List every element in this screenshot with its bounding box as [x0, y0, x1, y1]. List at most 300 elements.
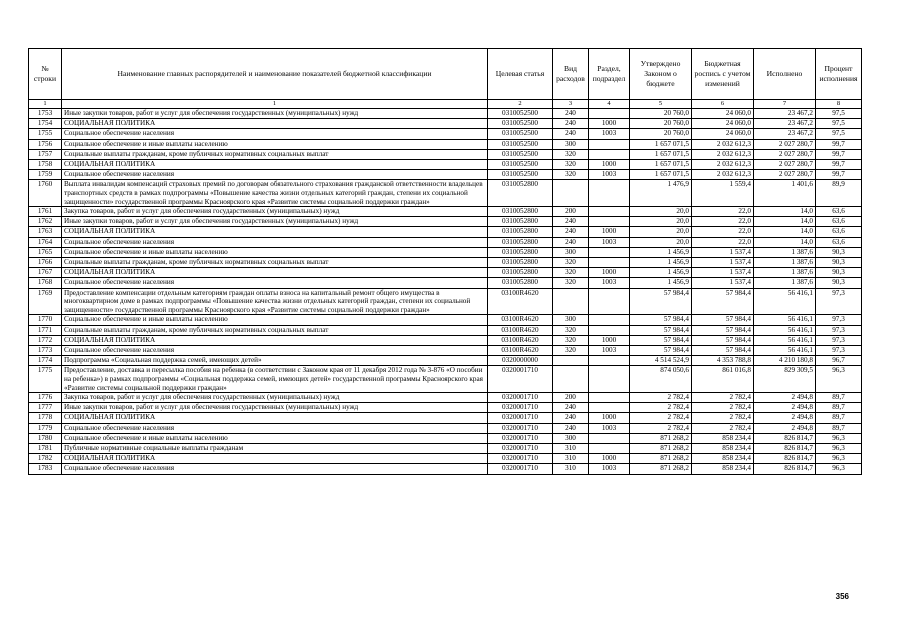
row-executed: 2 494,8 — [754, 403, 816, 413]
header-percent: Процент исполнения — [816, 49, 862, 100]
row-expense-kind: 300 — [553, 315, 589, 325]
row-percent: 96,7 — [816, 356, 862, 366]
row-executed: 1 401,6 — [754, 180, 816, 207]
row-executed: 56 416,1 — [754, 345, 816, 355]
row-section — [589, 207, 630, 217]
row-budget-schedule: 2 032 612,3 — [692, 149, 754, 159]
row-section: 1003 — [589, 170, 630, 180]
row-approved: 1 456,9 — [630, 258, 692, 268]
row-name: Подпрограмма «Социальная поддержка семей, имеющих детей» — [62, 356, 488, 366]
row-executed: 14,0 — [754, 207, 816, 217]
row-percent: 99,7 — [816, 170, 862, 180]
row-expense-kind: 320 — [553, 170, 589, 180]
row-name: Предоставление, доставка и пересылка пособия на ребенка (в соответствии с Законом края от 11 декабря 2012 года № 3-876 «О пособии на ребенка») в рамках подпрограммы «Социальная поддержка семей, имеющих детей» государственной программы Красноярского края «Развитие системы социальной поддержки граждан» — [62, 366, 488, 393]
row-approved: 20 760,0 — [630, 129, 692, 139]
row-approved: 871 268,2 — [630, 454, 692, 464]
column-number: 6 — [692, 100, 754, 109]
row-section: 1000 — [589, 159, 630, 169]
row-name: Иные закупки товаров, работ и услуг для обеспечения государственных (муниципальных) нужд — [62, 217, 488, 227]
row-percent: 99,7 — [816, 159, 862, 169]
row-expense-kind: 310 — [553, 454, 589, 464]
row-percent: 97,3 — [816, 335, 862, 345]
row-executed: 23 467,2 — [754, 119, 816, 129]
row-approved: 20 760,0 — [630, 109, 692, 119]
row-expense-kind: 240 — [553, 403, 589, 413]
row-section: 1003 — [589, 237, 630, 247]
row-approved: 1 657 071,5 — [630, 149, 692, 159]
row-section — [589, 393, 630, 403]
row-budget-schedule: 2 782,4 — [692, 393, 754, 403]
row-executed: 826 814,7 — [754, 464, 816, 474]
row-budget-schedule: 2 032 612,3 — [692, 139, 754, 149]
table-row — [29, 335, 862, 345]
row-section — [589, 325, 630, 335]
row-section — [589, 247, 630, 257]
row-percent: 97,3 — [816, 315, 862, 325]
header-target-article: Целевая статья — [488, 49, 553, 100]
row-name: Иные закупки товаров, работ и услуг для обеспечения государственных (муниципальных) нужд — [62, 403, 488, 413]
row-approved: 1 456,9 — [630, 268, 692, 278]
row-name: Социальное обеспечение населения — [62, 170, 488, 180]
row-budget-schedule: 24 060,0 — [692, 129, 754, 139]
table-row — [29, 288, 862, 315]
column-number: 3 — [553, 100, 589, 109]
table-row — [29, 180, 862, 207]
row-percent: 96,3 — [816, 464, 862, 474]
row-section — [589, 149, 630, 159]
row-name: Социальное обеспечение населения — [62, 423, 488, 433]
row-section: 1003 — [589, 345, 630, 355]
row-expense-kind: 240 — [553, 423, 589, 433]
row-target-article: 0320001710 — [488, 413, 553, 423]
row-approved: 20,0 — [630, 207, 692, 217]
row-target-article: 0320001710 — [488, 444, 553, 454]
row-budget-schedule: 1 537,4 — [692, 258, 754, 268]
row-executed: 826 814,7 — [754, 454, 816, 464]
row-expense-kind: 300 — [553, 247, 589, 257]
row-number: 1782 — [29, 454, 62, 464]
column-number: 7 — [754, 100, 816, 109]
row-percent: 99,7 — [816, 149, 862, 159]
row-name: Иные закупки товаров, работ и услуг для обеспечения государственных (муниципальных) нужд — [62, 109, 488, 119]
header-name: Наименование главных распорядителей и наименование показателей бюджетной классификации — [62, 49, 488, 100]
table-row — [29, 325, 862, 335]
row-name: Социальные выплаты гражданам, кроме публичных нормативных социальных выплат — [62, 258, 488, 268]
row-executed: 14,0 — [754, 227, 816, 237]
row-target-article: 0320001710 — [488, 464, 553, 474]
row-budget-schedule: 858 234,4 — [692, 433, 754, 443]
row-percent: 63,6 — [816, 207, 862, 217]
row-percent: 63,6 — [816, 217, 862, 227]
row-budget-schedule: 57 984,4 — [692, 335, 754, 345]
page-number: 356 — [835, 592, 849, 601]
row-expense-kind — [553, 288, 589, 315]
row-target-article: 0310052500 — [488, 129, 553, 139]
row-executed: 2 027 280,7 — [754, 159, 816, 169]
row-approved: 20,0 — [630, 227, 692, 237]
row-number: 1763 — [29, 227, 62, 237]
header-section: Раздел, подраздел — [589, 49, 630, 100]
row-number: 1774 — [29, 356, 62, 366]
row-budget-schedule: 22,0 — [692, 207, 754, 217]
row-number: 1769 — [29, 288, 62, 315]
row-target-article: 0310052500 — [488, 159, 553, 169]
row-expense-kind — [553, 366, 589, 393]
row-executed: 2 027 280,7 — [754, 149, 816, 159]
row-executed: 2 494,8 — [754, 413, 816, 423]
row-target-article: 0310052800 — [488, 268, 553, 278]
row-budget-schedule: 858 234,4 — [692, 444, 754, 454]
row-budget-schedule: 24 060,0 — [692, 119, 754, 129]
row-name: Социальное обеспечение и иные выплаты населению — [62, 433, 488, 443]
row-number: 1777 — [29, 403, 62, 413]
row-target-article: 0320001710 — [488, 423, 553, 433]
row-target-article: 0310052800 — [488, 278, 553, 288]
row-number: 1753 — [29, 109, 62, 119]
row-target-article: 0310052800 — [488, 207, 553, 217]
row-name: Предоставление компенсации отдельным категориям граждан оплаты взноса на капитальный ремонт общего имущества в многоквартирном доме в рамках подпрограммы «Повышение качества жизни отдельных категорий граждан, степени их социальной защищенности» государственной программы Красноярского края «Развитие системы социальной поддержки граждан» — [62, 288, 488, 315]
row-approved: 57 984,4 — [630, 345, 692, 355]
row-approved: 874 050,6 — [630, 366, 692, 393]
row-expense-kind: 200 — [553, 207, 589, 217]
table-row — [29, 345, 862, 355]
row-number: 1770 — [29, 315, 62, 325]
row-percent: 89,7 — [816, 423, 862, 433]
row-target-article: 0310052800 — [488, 247, 553, 257]
row-name: СОЦИАЛЬНАЯ ПОЛИТИКА — [62, 227, 488, 237]
row-approved: 2 782,4 — [630, 413, 692, 423]
row-percent: 89,7 — [816, 403, 862, 413]
row-executed: 56 416,1 — [754, 325, 816, 335]
row-section — [589, 433, 630, 443]
row-executed: 14,0 — [754, 217, 816, 227]
row-executed: 56 416,1 — [754, 335, 816, 345]
row-expense-kind: 320 — [553, 278, 589, 288]
row-number: 1778 — [29, 413, 62, 423]
column-number: 2 — [488, 100, 553, 109]
table-row — [29, 444, 862, 454]
row-percent: 90,3 — [816, 278, 862, 288]
row-percent: 97,3 — [816, 345, 862, 355]
row-name: Социальные выплаты гражданам, кроме публичных нормативных социальных выплат — [62, 325, 488, 335]
table-row — [29, 413, 862, 423]
row-section: 1000 — [589, 335, 630, 345]
row-section — [589, 444, 630, 454]
row-percent: 63,6 — [816, 237, 862, 247]
row-percent: 89,9 — [816, 180, 862, 207]
table-row — [29, 356, 862, 366]
row-expense-kind: 240 — [553, 109, 589, 119]
row-budget-schedule: 57 984,4 — [692, 325, 754, 335]
table-row — [29, 315, 862, 325]
row-budget-schedule: 2 032 612,3 — [692, 159, 754, 169]
row-number: 1766 — [29, 258, 62, 268]
row-percent: 97,5 — [816, 129, 862, 139]
row-approved: 1 657 071,5 — [630, 159, 692, 169]
row-approved: 2 782,4 — [630, 403, 692, 413]
row-name: Выплата инвалидам компенсаций страховых премий по договорам обязательного страхования гражданской ответственности владельцев транспортных средств в рамках подпрограммы «Повышение качества жизни отдельных категорий граждан, степени их социальной защищенности» государственной программы Красноярского края «Развитие системы социальной поддержки граждан» — [62, 180, 488, 207]
row-percent: 90,3 — [816, 258, 862, 268]
row-name: Социальное обеспечение населения — [62, 345, 488, 355]
row-percent: 97,3 — [816, 288, 862, 315]
row-budget-schedule: 858 234,4 — [692, 464, 754, 474]
row-executed: 2 494,8 — [754, 393, 816, 403]
row-budget-schedule: 4 353 788,8 — [692, 356, 754, 366]
row-number: 1780 — [29, 433, 62, 443]
row-budget-schedule: 1 537,4 — [692, 278, 754, 288]
row-percent: 90,3 — [816, 247, 862, 257]
row-name: СОЦИАЛЬНАЯ ПОЛИТИКА — [62, 413, 488, 423]
row-approved: 57 984,4 — [630, 315, 692, 325]
budget-report-sheet — [28, 48, 861, 475]
row-percent: 97,5 — [816, 109, 862, 119]
table-row — [29, 366, 862, 393]
row-name: Социальное обеспечение населения — [62, 129, 488, 139]
column-number: 4 — [589, 100, 630, 109]
row-target-article: 0320001710 — [488, 393, 553, 403]
row-section: 1003 — [589, 278, 630, 288]
row-section — [589, 288, 630, 315]
row-section — [589, 366, 630, 393]
row-executed: 1 387,6 — [754, 268, 816, 278]
row-target-article: 0320000000 — [488, 356, 553, 366]
row-percent: 90,3 — [816, 268, 862, 278]
table-row — [29, 247, 862, 257]
row-percent: 96,3 — [816, 366, 862, 393]
column-number: 8 — [816, 100, 862, 109]
row-number: 1771 — [29, 325, 62, 335]
row-executed: 4 210 180,8 — [754, 356, 816, 366]
header-budget-schedule: Бюджетная роспись с учетом изменений — [692, 49, 754, 100]
row-executed: 2 027 280,7 — [754, 139, 816, 149]
row-section: 1000 — [589, 268, 630, 278]
table-row — [29, 139, 862, 149]
row-number: 1759 — [29, 170, 62, 180]
row-name: Закупка товаров, работ и услуг для обеспечения государственных (муниципальных) нужд — [62, 393, 488, 403]
row-budget-schedule: 24 060,0 — [692, 109, 754, 119]
row-expense-kind: 320 — [553, 345, 589, 355]
row-number: 1765 — [29, 247, 62, 257]
row-budget-schedule: 57 984,4 — [692, 315, 754, 325]
row-expense-kind: 320 — [553, 258, 589, 268]
row-executed: 1 387,6 — [754, 258, 816, 268]
row-percent: 97,5 — [816, 119, 862, 129]
row-number: 1767 — [29, 268, 62, 278]
row-target-article: 0310052500 — [488, 139, 553, 149]
row-approved: 2 782,4 — [630, 423, 692, 433]
row-budget-schedule: 1 559,4 — [692, 180, 754, 207]
table-row — [29, 464, 862, 474]
row-section: 1000 — [589, 227, 630, 237]
row-approved: 57 984,4 — [630, 288, 692, 315]
row-executed: 1 387,6 — [754, 278, 816, 288]
row-name: СОЦИАЛЬНАЯ ПОЛИТИКА — [62, 335, 488, 345]
table-row — [29, 159, 862, 169]
row-number: 1779 — [29, 423, 62, 433]
row-approved: 871 268,2 — [630, 464, 692, 474]
row-executed: 23 467,2 — [754, 109, 816, 119]
row-expense-kind: 310 — [553, 444, 589, 454]
row-approved: 871 268,2 — [630, 433, 692, 443]
row-number: 1776 — [29, 393, 62, 403]
row-budget-schedule: 1 537,4 — [692, 247, 754, 257]
row-number: 1761 — [29, 207, 62, 217]
row-number: 1755 — [29, 129, 62, 139]
row-expense-kind: 320 — [553, 335, 589, 345]
table-row — [29, 109, 862, 119]
row-target-article: 03100R4620 — [488, 325, 553, 335]
row-approved: 57 984,4 — [630, 325, 692, 335]
row-approved: 1 476,9 — [630, 180, 692, 207]
row-budget-schedule: 57 984,4 — [692, 288, 754, 315]
row-expense-kind — [553, 356, 589, 366]
table-row — [29, 393, 862, 403]
row-section — [589, 403, 630, 413]
row-expense-kind: 240 — [553, 227, 589, 237]
row-target-article: 03100R4620 — [488, 315, 553, 325]
row-number: 1760 — [29, 180, 62, 207]
row-number: 1775 — [29, 366, 62, 393]
row-target-article: 03100R4620 — [488, 335, 553, 345]
row-executed: 56 416,1 — [754, 315, 816, 325]
row-expense-kind: 200 — [553, 393, 589, 403]
row-budget-schedule: 1 537,4 — [692, 268, 754, 278]
row-executed: 1 387,6 — [754, 247, 816, 257]
row-executed: 56 416,1 — [754, 288, 816, 315]
row-name: Социальное обеспечение населения — [62, 464, 488, 474]
row-number: 1756 — [29, 139, 62, 149]
row-expense-kind: 320 — [553, 325, 589, 335]
row-budget-schedule: 858 234,4 — [692, 454, 754, 464]
row-name: Закупка товаров, работ и услуг для обеспечения государственных (муниципальных) нужд — [62, 207, 488, 217]
row-name: СОЦИАЛЬНАЯ ПОЛИТИКА — [62, 454, 488, 464]
row-percent: 63,6 — [816, 227, 862, 237]
table-row — [29, 258, 862, 268]
row-percent: 96,3 — [816, 433, 862, 443]
row-name: Публичные нормативные социальные выплаты гражданам — [62, 444, 488, 454]
row-approved: 20 760,0 — [630, 119, 692, 129]
row-section — [589, 139, 630, 149]
row-target-article: 03100R4620 — [488, 345, 553, 355]
table-row — [29, 129, 862, 139]
row-target-article: 03100R4620 — [488, 288, 553, 315]
row-section — [589, 356, 630, 366]
row-expense-kind: 300 — [553, 433, 589, 443]
row-number: 1768 — [29, 278, 62, 288]
row-section: 1003 — [589, 464, 630, 474]
row-percent: 96,3 — [816, 444, 862, 454]
row-expense-kind: 240 — [553, 119, 589, 129]
row-section — [589, 109, 630, 119]
row-section — [589, 180, 630, 207]
row-expense-kind: 320 — [553, 159, 589, 169]
table-row — [29, 207, 862, 217]
row-target-article: 0310052800 — [488, 237, 553, 247]
column-number: 5 — [630, 100, 692, 109]
row-section — [589, 217, 630, 227]
row-name: Социальное обеспечение населения — [62, 237, 488, 247]
row-number: 1758 — [29, 159, 62, 169]
row-approved: 4 514 524,9 — [630, 356, 692, 366]
row-name: Социальное обеспечение населения — [62, 278, 488, 288]
row-budget-schedule: 2 782,4 — [692, 403, 754, 413]
row-target-article: 0320001710 — [488, 403, 553, 413]
row-approved: 1 657 071,5 — [630, 139, 692, 149]
row-name: СОЦИАЛЬНАЯ ПОЛИТИКА — [62, 159, 488, 169]
row-budget-schedule: 22,0 — [692, 237, 754, 247]
row-name: СОЦИАЛЬНАЯ ПОЛИТИКА — [62, 268, 488, 278]
column-number: 1 — [29, 100, 62, 109]
row-target-article: 0320001710 — [488, 366, 553, 393]
row-target-article: 0310052500 — [488, 149, 553, 159]
row-name: СОЦИАЛЬНАЯ ПОЛИТИКА — [62, 119, 488, 129]
row-section: 1000 — [589, 119, 630, 129]
row-budget-schedule: 861 016,8 — [692, 366, 754, 393]
row-target-article: 0310052800 — [488, 180, 553, 207]
row-target-article: 0320001710 — [488, 454, 553, 464]
row-executed: 829 309,5 — [754, 366, 816, 393]
row-number: 1754 — [29, 119, 62, 129]
row-expense-kind: 240 — [553, 217, 589, 227]
row-approved: 57 984,4 — [630, 335, 692, 345]
budget-execution-table — [28, 48, 862, 475]
row-target-article: 0310052500 — [488, 170, 553, 180]
table-row — [29, 170, 862, 180]
row-approved: 20,0 — [630, 237, 692, 247]
header-expense-kind: Вид расходов — [553, 49, 589, 100]
row-approved: 871 268,2 — [630, 444, 692, 454]
table-row — [29, 454, 862, 464]
row-budget-schedule: 22,0 — [692, 217, 754, 227]
row-executed: 23 467,2 — [754, 129, 816, 139]
row-approved: 1 456,9 — [630, 278, 692, 288]
row-target-article: 0310052500 — [488, 119, 553, 129]
table-row — [29, 149, 862, 159]
row-name: Социальное обеспечение и иные выплаты населению — [62, 315, 488, 325]
table-row — [29, 278, 862, 288]
row-approved: 20,0 — [630, 217, 692, 227]
row-expense-kind: 300 — [553, 139, 589, 149]
row-section: 1003 — [589, 129, 630, 139]
header-executed: Исполнено — [754, 49, 816, 100]
row-target-article: 0310052500 — [488, 109, 553, 119]
row-budget-schedule: 2 782,4 — [692, 423, 754, 433]
row-name: Социальные выплаты гражданам, кроме публичных нормативных социальных выплат — [62, 149, 488, 159]
table-row — [29, 423, 862, 433]
row-percent: 96,3 — [816, 454, 862, 464]
row-target-article: 0310052800 — [488, 217, 553, 227]
row-section — [589, 315, 630, 325]
row-approved: 1 456,9 — [630, 247, 692, 257]
table-header-row — [29, 49, 862, 100]
row-percent: 89,7 — [816, 393, 862, 403]
row-section: 1003 — [589, 423, 630, 433]
table-row — [29, 227, 862, 237]
row-number: 1781 — [29, 444, 62, 454]
row-target-article: 0320001710 — [488, 433, 553, 443]
table-row — [29, 237, 862, 247]
table-row — [29, 403, 862, 413]
row-approved: 2 782,4 — [630, 393, 692, 403]
column-number: 1 — [62, 100, 488, 109]
row-budget-schedule: 2 032 612,3 — [692, 170, 754, 180]
row-expense-kind — [553, 180, 589, 207]
table-row — [29, 433, 862, 443]
row-section: 1000 — [589, 454, 630, 464]
row-number: 1757 — [29, 149, 62, 159]
row-executed: 2 027 280,7 — [754, 170, 816, 180]
table-row — [29, 217, 862, 227]
